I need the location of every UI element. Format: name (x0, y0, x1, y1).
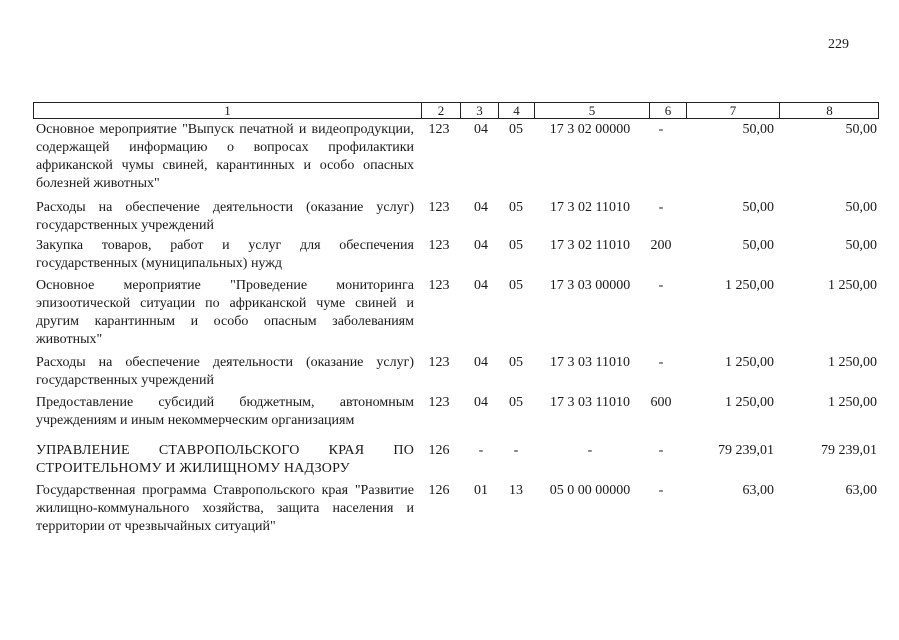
row-col-2: 123 (428, 200, 450, 215)
row-col-7: 1 250,00 (725, 278, 774, 293)
row-col-5: - (587, 443, 593, 458)
header-col-6: 6 (649, 103, 686, 118)
row-col-3: 04 (474, 395, 488, 410)
row-col-4: - (513, 443, 519, 458)
row-col-3: 04 (474, 278, 488, 293)
row-col-6: - (658, 483, 664, 498)
header-col-8: 8 (779, 103, 879, 118)
page-number: 229 (828, 37, 849, 52)
row-col-2: 126 (428, 483, 450, 498)
row-description: Закупка товаров, работ и услуг для обеспечения государственных (муниципальных) нужд (36, 238, 414, 271)
header-col-3: 3 (460, 103, 498, 118)
row-col-4: 05 (509, 122, 523, 137)
row-col-5: 17 3 02 11010 (550, 238, 630, 253)
row-col-3: 04 (474, 238, 488, 253)
row-col-4: 13 (509, 483, 523, 498)
row-col-4: 05 (509, 200, 523, 215)
row-col-8: 1 250,00 (828, 278, 877, 293)
row-col-5: 17 3 02 11010 (550, 200, 630, 215)
row-col-4: 05 (509, 395, 523, 410)
row-col-3: 01 (474, 483, 488, 498)
row-col-6: - (658, 200, 664, 215)
row-col-4: 05 (509, 238, 523, 253)
row-description: Расходы на обеспечение деятельности (оказание услуг) государственных учреждений (36, 355, 414, 388)
header-col-7: 7 (686, 103, 779, 118)
table-header (33, 102, 879, 119)
row-col-3: 04 (474, 122, 488, 137)
row-description: Расходы на обеспечение деятельности (оказание услуг) государственных учреждений (36, 200, 414, 233)
row-col-7: 79 239,01 (718, 443, 774, 458)
row-col-6: - (658, 355, 664, 370)
row-col-7: 1 250,00 (725, 355, 774, 370)
row-col-8: 50,00 (845, 238, 877, 253)
row-col-2: 123 (428, 122, 450, 137)
row-col-3: - (478, 443, 484, 458)
row-col-5: 17 3 03 11010 (550, 395, 630, 410)
row-col-6: - (658, 278, 664, 293)
row-description: Государственная программа Ставропольского края "Развитие жилищно-коммунального хозяйства, защита населения и территории от чрезвычайных ситуаций" (36, 483, 414, 534)
row-col-8: 50,00 (845, 200, 877, 215)
row-col-6: 200 (650, 238, 672, 253)
row-col-3: 04 (474, 355, 488, 370)
row-col-8: 63,00 (845, 483, 877, 498)
row-description: Основное мероприятие "Проведение мониторинга эпизоотической ситуации по африканской чуме свиней и другим карантинным и особо опасным заболеваниям животных" (36, 278, 414, 347)
row-col-7: 50,00 (742, 200, 774, 215)
row-col-3: 04 (474, 200, 488, 215)
row-col-4: 05 (509, 355, 523, 370)
row-col-2: 123 (428, 238, 450, 253)
row-col-7: 50,00 (742, 122, 774, 137)
header-col-2: 2 (421, 103, 460, 118)
row-col-5: 17 3 02 00000 (549, 122, 631, 137)
row-col-6: - (658, 443, 664, 458)
row-col-7: 1 250,00 (725, 395, 774, 410)
row-col-4: 05 (509, 278, 523, 293)
row-col-8: 50,00 (845, 122, 877, 137)
row-col-5: 17 3 03 11010 (550, 355, 630, 370)
row-col-8: 1 250,00 (828, 355, 877, 370)
header-col-5: 5 (534, 103, 649, 118)
row-description: УПРАВЛЕНИЕ СТАВРОПОЛЬСКОГО КРАЯ ПО СТРОИТЕЛЬНОМУ И ЖИЛИЩНОМУ НАДЗОРУ (36, 443, 414, 476)
row-col-5: 05 0 00 00000 (549, 483, 631, 498)
row-col-8: 1 250,00 (828, 395, 877, 410)
row-col-2: 123 (428, 278, 450, 293)
row-col-2: 123 (428, 395, 450, 410)
row-description: Предоставление субсидий бюджетным, автономным учреждениям и иным некоммерческим организациям (36, 395, 414, 428)
row-col-8: 79 239,01 (821, 443, 877, 458)
row-col-7: 50,00 (742, 238, 774, 253)
row-col-2: 126 (428, 443, 450, 458)
row-col-6: - (658, 122, 664, 137)
row-col-5: 17 3 03 00000 (549, 278, 631, 293)
row-description: Основное мероприятие "Выпуск печатной и видеопродукции, содержащей информацию о вопросах профилактики африканской чумы свиней, карантинных и особо опасных болезней животных" (36, 122, 414, 191)
header-col-1: 1 (224, 103, 231, 118)
row-col-7: 63,00 (742, 483, 774, 498)
row-col-2: 123 (428, 355, 450, 370)
row-col-6: 600 (650, 395, 672, 410)
header-col-4: 4 (498, 103, 534, 118)
